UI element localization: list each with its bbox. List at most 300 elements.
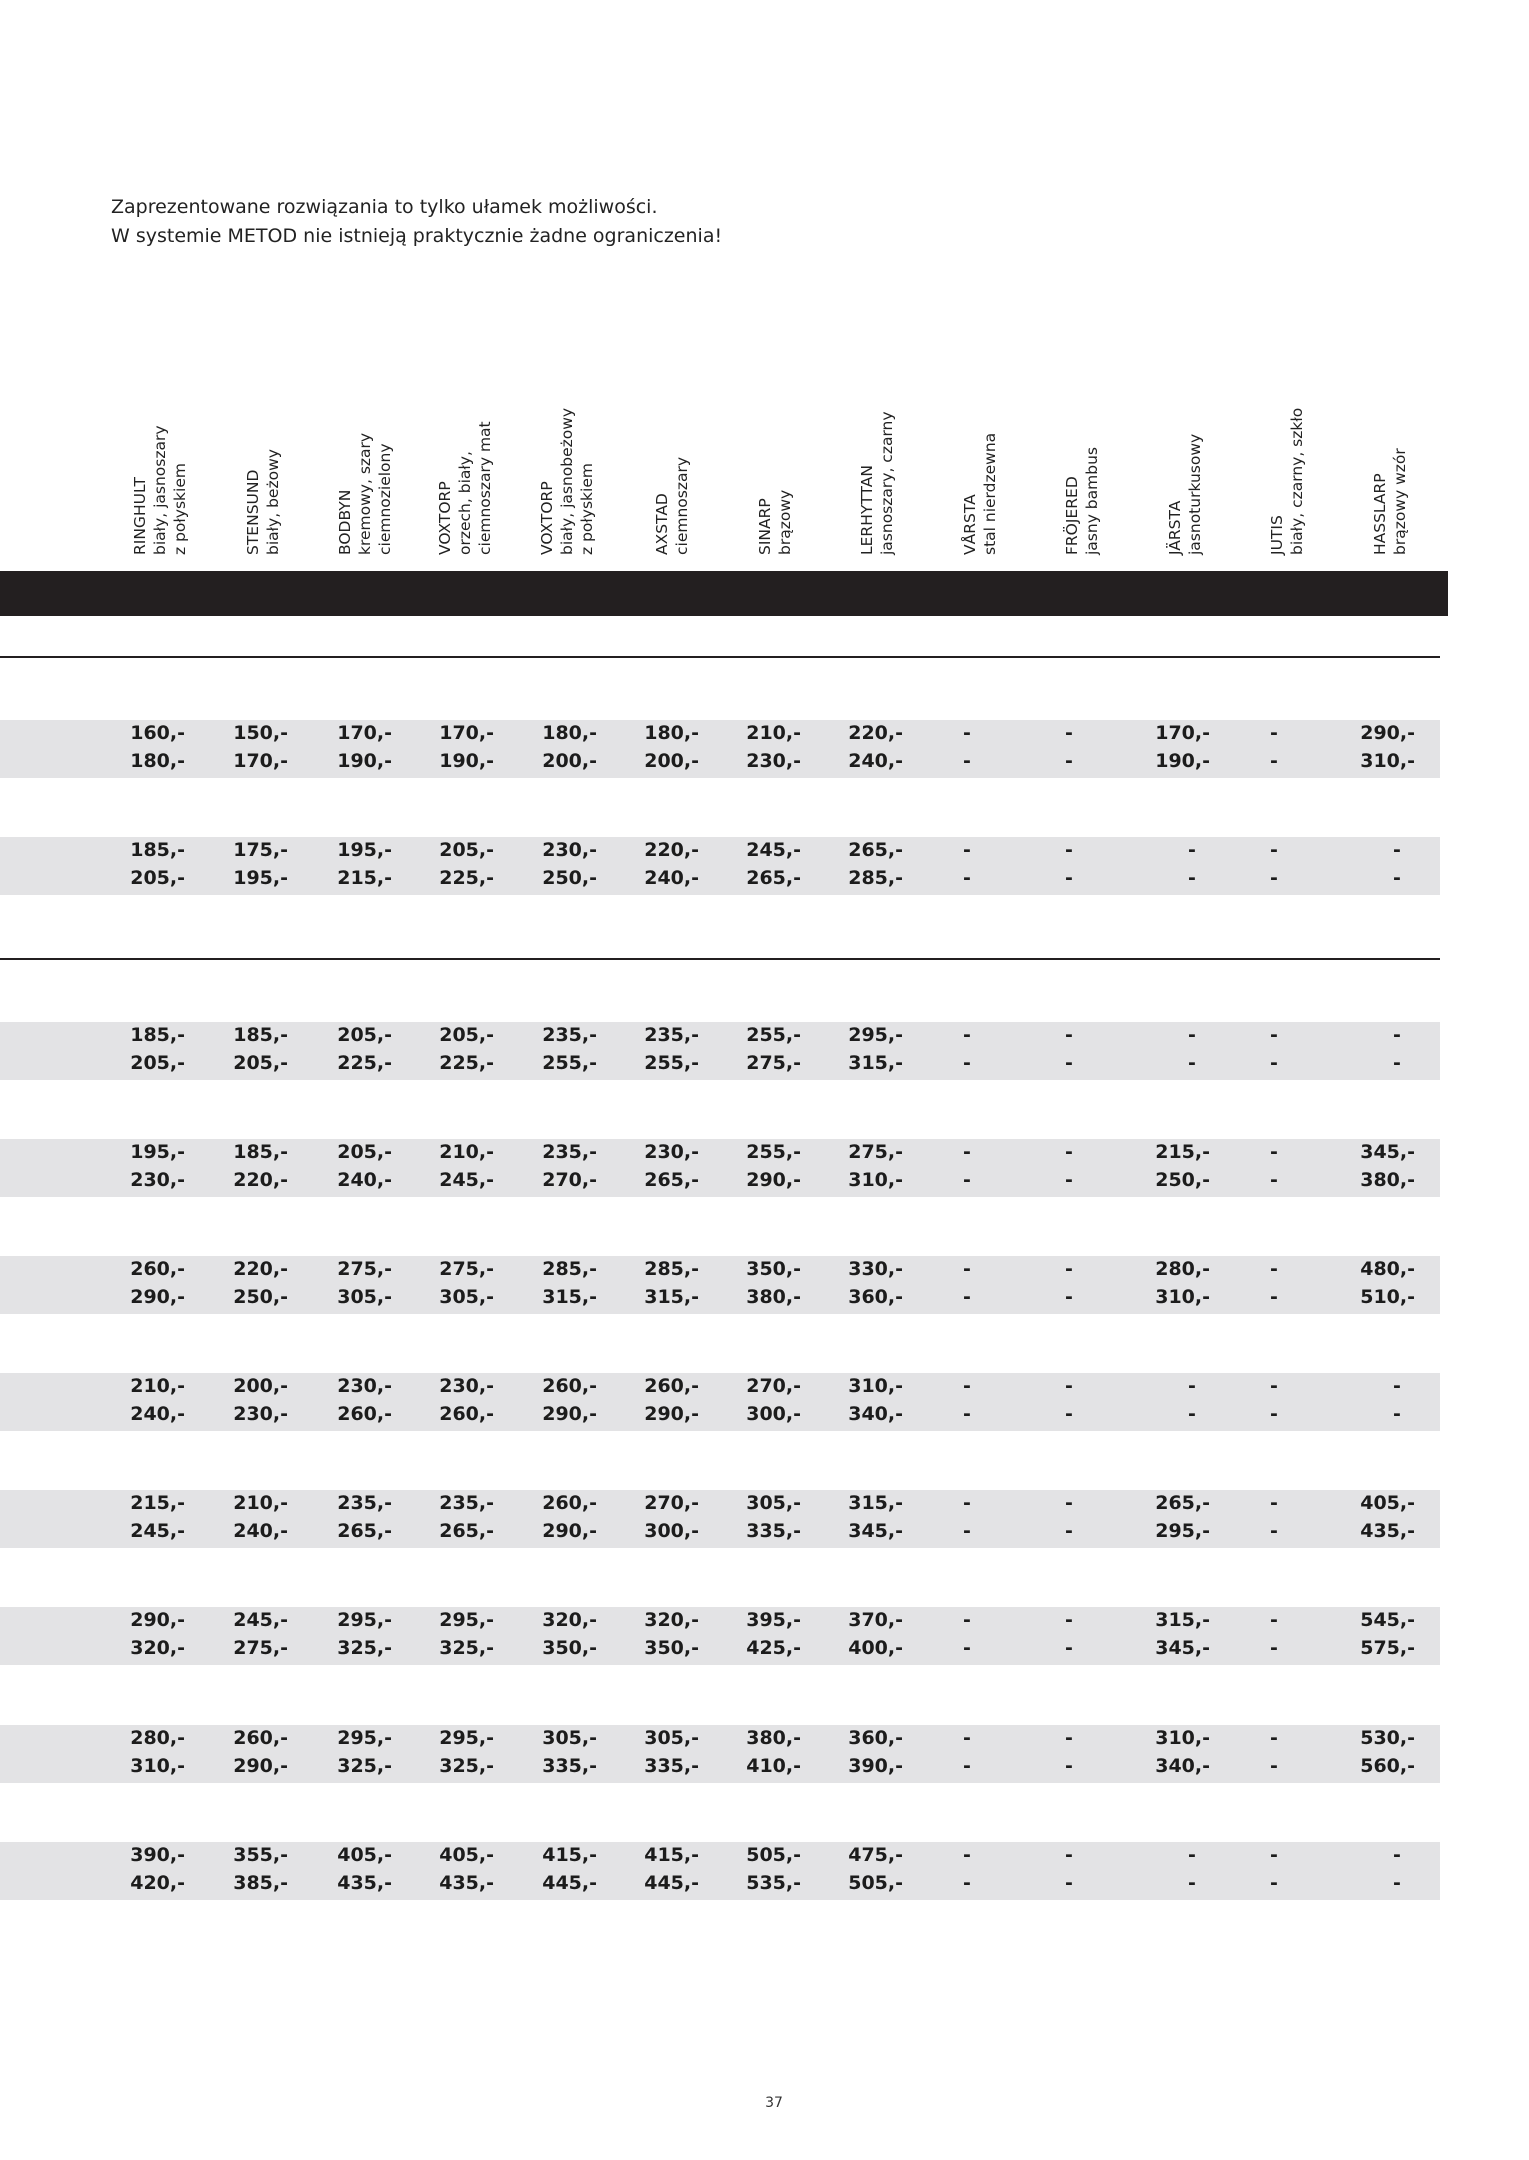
price-cell: 390,-: [848, 1755, 903, 1777]
table-row-band: [0, 1256, 1440, 1314]
price-cell: 325,-: [439, 1637, 494, 1659]
price-cell: 445,-: [644, 1872, 699, 1894]
column-header-line: biały, jasnoszary: [151, 425, 169, 555]
price-cell: -: [1270, 1375, 1278, 1397]
price-cell: 260,-: [439, 1403, 494, 1425]
price-cell: 340,-: [1155, 1755, 1210, 1777]
price-cell: -: [1065, 1844, 1073, 1866]
price-cell: -: [1065, 1375, 1073, 1397]
price-cell: 215,-: [337, 867, 392, 889]
price-cell: -: [1393, 867, 1401, 889]
price-cell: -: [1065, 839, 1073, 861]
column-header: [130, 425, 190, 555]
intro-text: [111, 193, 722, 251]
price-cell: -: [1270, 1258, 1278, 1280]
column-header-line: z połyskiem: [578, 463, 596, 555]
price-cell: 190,-: [1155, 750, 1210, 772]
price-cell: 280,-: [1155, 1258, 1210, 1280]
price-cell: -: [1270, 722, 1278, 744]
table-row-band: [0, 1022, 1440, 1080]
price-cell: 205,-: [337, 1141, 392, 1163]
column-header-line: jasnoturkusowy: [1186, 433, 1204, 555]
price-cell: 205,-: [130, 1052, 185, 1074]
price-cell: -: [1065, 1052, 1073, 1074]
price-cell: -: [1065, 1609, 1073, 1631]
price-cell: -: [1065, 1755, 1073, 1777]
price-cell: 205,-: [439, 1024, 494, 1046]
price-cell: 425,-: [746, 1637, 801, 1659]
price-cell: 215,-: [1155, 1141, 1210, 1163]
price-cell: -: [1270, 1872, 1278, 1894]
price-cell: 305,-: [337, 1286, 392, 1308]
price-cell: 185,-: [233, 1141, 288, 1163]
price-cell: 505,-: [746, 1844, 801, 1866]
price-cell: -: [1270, 1024, 1278, 1046]
price-cell: 235,-: [439, 1492, 494, 1514]
price-cell: 285,-: [542, 1258, 597, 1280]
price-cell: 315,-: [848, 1492, 903, 1514]
price-cell: 215,-: [130, 1492, 185, 1514]
section-divider: [0, 656, 1440, 658]
price-cell: -: [963, 1755, 971, 1777]
price-cell: 195,-: [337, 839, 392, 861]
price-cell: 285,-: [644, 1258, 699, 1280]
price-cell: 385,-: [233, 1872, 288, 1894]
table-header-bar: [0, 571, 1448, 616]
price-cell: -: [963, 722, 971, 744]
price-cell: 195,-: [233, 867, 288, 889]
section-divider: [0, 958, 1440, 960]
price-cell: -: [963, 1141, 971, 1163]
column-header-line: VOXTORP: [436, 481, 454, 555]
price-cell: 175,-: [233, 839, 288, 861]
price-cell: 310,-: [1155, 1727, 1210, 1749]
price-cell: 275,-: [233, 1637, 288, 1659]
price-cell: 190,-: [439, 750, 494, 772]
price-cell: 245,-: [233, 1609, 288, 1631]
price-cell: 290,-: [542, 1403, 597, 1425]
price-cell: 335,-: [746, 1520, 801, 1542]
price-cell: 230,-: [439, 1375, 494, 1397]
column-header: [1062, 447, 1102, 555]
price-cell: 275,-: [439, 1258, 494, 1280]
price-cell: 270,-: [542, 1169, 597, 1191]
price-cell: 400,-: [848, 1637, 903, 1659]
price-cell: 325,-: [337, 1755, 392, 1777]
price-cell: 330,-: [848, 1258, 903, 1280]
column-header: [1267, 408, 1307, 555]
price-cell: -: [1065, 1727, 1073, 1749]
price-cell: 290,-: [542, 1520, 597, 1542]
price-cell: 220,-: [644, 839, 699, 861]
price-cell: -: [1270, 1520, 1278, 1542]
price-cell: 210,-: [233, 1492, 288, 1514]
price-cell: 350,-: [746, 1258, 801, 1280]
price-cell: 225,-: [439, 1052, 494, 1074]
price-cell: 295,-: [337, 1727, 392, 1749]
column-header-line: ciemnoszary: [673, 456, 691, 555]
column-header-line: jasnoszary, czarny: [878, 411, 896, 555]
price-cell: 235,-: [337, 1492, 392, 1514]
column-header-line: FRÖJERED: [1063, 476, 1081, 555]
price-cell: 335,-: [644, 1755, 699, 1777]
price-cell: -: [1188, 1052, 1196, 1074]
column-header-line: jasny bambus: [1083, 447, 1101, 555]
price-cell: 185,-: [130, 839, 185, 861]
price-cell: 560,-: [1360, 1755, 1415, 1777]
column-header-line: JUTIS: [1268, 515, 1286, 555]
column-header-line: ciemnozielony: [376, 443, 394, 555]
price-cell: 205,-: [130, 867, 185, 889]
price-cell: 170,-: [233, 750, 288, 772]
price-cell: 180,-: [644, 722, 699, 744]
column-header-line: AXSTAD: [653, 493, 671, 555]
price-cell: 230,-: [337, 1375, 392, 1397]
price-cell: 240,-: [848, 750, 903, 772]
price-cell: -: [1188, 1844, 1196, 1866]
column-header: [1370, 448, 1410, 555]
price-cell: -: [1065, 867, 1073, 889]
price-cell: 240,-: [130, 1403, 185, 1425]
price-cell: 345,-: [848, 1520, 903, 1542]
price-cell: 320,-: [644, 1609, 699, 1631]
price-cell: -: [963, 1727, 971, 1749]
price-cell: 350,-: [542, 1637, 597, 1659]
price-cell: 260,-: [130, 1258, 185, 1280]
price-cell: -: [1270, 867, 1278, 889]
price-cell: 170,-: [337, 722, 392, 744]
price-cell: 170,-: [1155, 722, 1210, 744]
column-header-line: biały, czarny, szkło: [1288, 407, 1306, 555]
price-cell: 320,-: [130, 1637, 185, 1659]
table-row-band: [0, 1490, 1440, 1548]
price-cell: -: [1270, 1403, 1278, 1425]
price-cell: 220,-: [848, 722, 903, 744]
price-cell: 295,-: [337, 1609, 392, 1631]
price-cell: 170,-: [439, 722, 494, 744]
price-cell: 220,-: [233, 1169, 288, 1191]
table-row-band: [0, 837, 1440, 895]
price-cell: 185,-: [233, 1024, 288, 1046]
price-cell: 405,-: [439, 1844, 494, 1866]
price-cell: -: [1188, 1375, 1196, 1397]
price-cell: 305,-: [746, 1492, 801, 1514]
price-cell: 265,-: [337, 1520, 392, 1542]
column-header: [857, 411, 897, 555]
price-cell: -: [963, 1637, 971, 1659]
table-row-band: [0, 1373, 1440, 1431]
price-cell: 235,-: [542, 1024, 597, 1046]
table-row-band: [0, 1842, 1440, 1900]
price-cell: 230,-: [130, 1169, 185, 1191]
price-cell: -: [1065, 1520, 1073, 1542]
column-header-line: biały, beżowy: [264, 449, 282, 555]
price-cell: 535,-: [746, 1872, 801, 1894]
price-cell: 530,-: [1360, 1727, 1415, 1749]
price-cell: 315,-: [848, 1052, 903, 1074]
price-cell: -: [1393, 839, 1401, 861]
column-header: [537, 408, 597, 555]
price-cell: -: [963, 750, 971, 772]
price-cell: -: [963, 1844, 971, 1866]
price-cell: 545,-: [1360, 1609, 1415, 1631]
price-cell: 320,-: [542, 1609, 597, 1631]
column-header-line: biały, jasnobeżowy: [558, 407, 576, 555]
price-cell: 390,-: [130, 1844, 185, 1866]
price-cell: -: [1270, 1141, 1278, 1163]
column-header-line: BODBYN: [336, 489, 354, 555]
price-cell: -: [1393, 1052, 1401, 1074]
price-cell: -: [1270, 839, 1278, 861]
price-cell: 210,-: [746, 722, 801, 744]
price-cell: 300,-: [746, 1403, 801, 1425]
price-cell: -: [1188, 839, 1196, 861]
price-cell: 160,-: [130, 722, 185, 744]
column-header-line: ciemnoszary mat: [476, 421, 494, 555]
price-cell: 245,-: [746, 839, 801, 861]
price-cell: -: [1065, 1024, 1073, 1046]
price-cell: 200,-: [644, 750, 699, 772]
column-header-line: stal nierdzewna: [981, 432, 999, 555]
price-cell: 205,-: [337, 1024, 392, 1046]
price-cell: 245,-: [130, 1520, 185, 1542]
price-cell: -: [1065, 1258, 1073, 1280]
price-cell: -: [963, 1492, 971, 1514]
price-cell: 295,-: [439, 1609, 494, 1631]
price-cell: 310,-: [848, 1169, 903, 1191]
column-header-line: orzech, biały,: [456, 451, 474, 555]
price-cell: 285,-: [848, 867, 903, 889]
price-cell: 305,-: [542, 1727, 597, 1749]
price-cell: 265,-: [644, 1169, 699, 1191]
column-header-line: brązowy: [776, 489, 794, 555]
price-cell: 220,-: [233, 1258, 288, 1280]
price-cell: -: [1393, 1024, 1401, 1046]
price-cell: -: [1065, 1169, 1073, 1191]
price-cell: 325,-: [439, 1755, 494, 1777]
price-cell: 360,-: [848, 1286, 903, 1308]
price-cell: -: [1393, 1403, 1401, 1425]
price-cell: -: [1065, 1872, 1073, 1894]
price-cell: 255,-: [746, 1024, 801, 1046]
price-cell: 290,-: [746, 1169, 801, 1191]
price-cell: 210,-: [130, 1375, 185, 1397]
price-cell: 315,-: [542, 1286, 597, 1308]
column-header: [335, 433, 395, 555]
column-header-line: HASSLARP: [1371, 473, 1389, 555]
price-cell: 435,-: [1360, 1520, 1415, 1542]
price-cell: 230,-: [746, 750, 801, 772]
price-cell: 335,-: [542, 1755, 597, 1777]
price-cell: 290,-: [1360, 722, 1415, 744]
price-cell: 255,-: [644, 1052, 699, 1074]
table-row-band: [0, 1725, 1440, 1783]
column-header: [755, 490, 795, 555]
price-cell: -: [1270, 750, 1278, 772]
price-cell: 265,-: [1155, 1492, 1210, 1514]
column-header-line: SINARP: [756, 498, 774, 555]
price-cell: 280,-: [130, 1727, 185, 1749]
price-cell: 410,-: [746, 1755, 801, 1777]
price-cell: 505,-: [848, 1872, 903, 1894]
price-cell: 205,-: [439, 839, 494, 861]
price-cell: 350,-: [644, 1637, 699, 1659]
price-cell: 445,-: [542, 1872, 597, 1894]
price-cell: 180,-: [130, 750, 185, 772]
price-cell: -: [1065, 1286, 1073, 1308]
column-header: [960, 433, 1000, 555]
price-cell: 435,-: [439, 1872, 494, 1894]
price-cell: -: [963, 1052, 971, 1074]
column-header-line: kremowy, szary: [356, 432, 374, 555]
price-cell: 190,-: [337, 750, 392, 772]
price-cell: 310,-: [848, 1375, 903, 1397]
column-header-line: brązowy wzór: [1391, 448, 1409, 555]
price-cell: -: [963, 1258, 971, 1280]
price-cell: 240,-: [337, 1169, 392, 1191]
price-cell: -: [1270, 1052, 1278, 1074]
column-header: [243, 449, 283, 555]
column-header: [1165, 434, 1205, 555]
price-cell: 250,-: [1155, 1169, 1210, 1191]
price-cell: -: [963, 1286, 971, 1308]
price-cell: -: [1188, 867, 1196, 889]
price-cell: -: [1188, 1872, 1196, 1894]
price-cell: -: [1065, 1403, 1073, 1425]
price-cell: -: [1270, 1727, 1278, 1749]
price-cell: 200,-: [233, 1375, 288, 1397]
price-cell: -: [963, 1520, 971, 1542]
price-cell: 345,-: [1360, 1141, 1415, 1163]
price-cell: 260,-: [233, 1727, 288, 1749]
price-cell: 275,-: [746, 1052, 801, 1074]
price-cell: 295,-: [439, 1727, 494, 1749]
price-cell: 415,-: [542, 1844, 597, 1866]
price-cell: -: [1393, 1844, 1401, 1866]
price-cell: 305,-: [644, 1727, 699, 1749]
price-cell: 300,-: [644, 1520, 699, 1542]
column-header-line: VÅRSTA: [961, 494, 979, 555]
price-cell: 435,-: [337, 1872, 392, 1894]
price-cell: -: [1393, 1872, 1401, 1894]
price-cell: -: [1065, 722, 1073, 744]
column-header-line: JÄRSTA: [1166, 500, 1184, 555]
price-cell: -: [1270, 1755, 1278, 1777]
price-cell: 310,-: [1360, 750, 1415, 772]
price-cell: 315,-: [644, 1286, 699, 1308]
price-cell: 340,-: [848, 1403, 903, 1425]
price-cell: -: [963, 1609, 971, 1631]
price-cell: 290,-: [644, 1403, 699, 1425]
price-cell: 295,-: [848, 1024, 903, 1046]
column-header: [652, 457, 692, 555]
page-number: 37: [765, 2095, 783, 2111]
price-cell: 420,-: [130, 1872, 185, 1894]
price-cell: -: [1270, 1492, 1278, 1514]
price-cell: 290,-: [233, 1755, 288, 1777]
price-cell: 295,-: [1155, 1520, 1210, 1542]
price-cell: 255,-: [542, 1052, 597, 1074]
price-cell: 185,-: [130, 1024, 185, 1046]
price-cell: 380,-: [1360, 1169, 1415, 1191]
price-cell: 260,-: [542, 1492, 597, 1514]
price-cell: 475,-: [848, 1844, 903, 1866]
price-cell: 240,-: [644, 867, 699, 889]
price-cell: 225,-: [439, 867, 494, 889]
price-cell: -: [963, 867, 971, 889]
price-cell: 255,-: [746, 1141, 801, 1163]
price-cell: 290,-: [130, 1609, 185, 1631]
price-cell: 180,-: [542, 722, 597, 744]
price-cell: 230,-: [644, 1141, 699, 1163]
price-cell: -: [1188, 1403, 1196, 1425]
price-cell: 370,-: [848, 1609, 903, 1631]
price-cell: -: [963, 1403, 971, 1425]
price-cell: 225,-: [337, 1052, 392, 1074]
price-cell: -: [1270, 1637, 1278, 1659]
price-cell: -: [1065, 1492, 1073, 1514]
price-cell: -: [1270, 1609, 1278, 1631]
price-cell: -: [1065, 750, 1073, 772]
price-cell: 250,-: [542, 867, 597, 889]
price-cell: 380,-: [746, 1286, 801, 1308]
price-cell: 195,-: [130, 1141, 185, 1163]
price-cell: 310,-: [130, 1755, 185, 1777]
price-cell: 200,-: [542, 750, 597, 772]
price-cell: -: [963, 1872, 971, 1894]
price-cell: 150,-: [233, 722, 288, 744]
price-cell: 380,-: [746, 1727, 801, 1749]
price-cell: 235,-: [542, 1141, 597, 1163]
price-cell: 205,-: [233, 1052, 288, 1074]
price-cell: 510,-: [1360, 1286, 1415, 1308]
price-cell: 270,-: [644, 1492, 699, 1514]
column-header-line: LERHYTTAN: [858, 465, 876, 555]
price-cell: -: [1270, 1844, 1278, 1866]
price-cell: 275,-: [848, 1141, 903, 1163]
price-cell: 265,-: [439, 1520, 494, 1542]
price-cell: -: [963, 839, 971, 861]
price-cell: 480,-: [1360, 1258, 1415, 1280]
price-cell: 355,-: [233, 1844, 288, 1866]
price-cell: 270,-: [746, 1375, 801, 1397]
price-cell: 405,-: [337, 1844, 392, 1866]
price-cell: 305,-: [439, 1286, 494, 1308]
price-cell: -: [963, 1169, 971, 1191]
price-cell: -: [1065, 1637, 1073, 1659]
price-cell: 230,-: [542, 839, 597, 861]
price-cell: -: [1065, 1141, 1073, 1163]
price-cell: 415,-: [644, 1844, 699, 1866]
price-cell: -: [963, 1375, 971, 1397]
price-cell: -: [963, 1024, 971, 1046]
price-cell: -: [1270, 1286, 1278, 1308]
price-cell: 405,-: [1360, 1492, 1415, 1514]
price-cell: 245,-: [439, 1169, 494, 1191]
price-cell: 325,-: [337, 1637, 392, 1659]
table-row-band: [0, 1607, 1440, 1665]
column-header-line: RINGHULT: [131, 477, 149, 555]
price-cell: 275,-: [337, 1258, 392, 1280]
price-cell: 395,-: [746, 1609, 801, 1631]
price-cell: 240,-: [233, 1520, 288, 1542]
price-cell: 265,-: [746, 867, 801, 889]
price-cell: 290,-: [130, 1286, 185, 1308]
intro-line-1: Zaprezentowane rozwiązania to tylko ułamek możliwości.: [111, 196, 658, 218]
price-cell: 260,-: [542, 1375, 597, 1397]
price-cell: 210,-: [439, 1141, 494, 1163]
price-cell: 230,-: [233, 1403, 288, 1425]
